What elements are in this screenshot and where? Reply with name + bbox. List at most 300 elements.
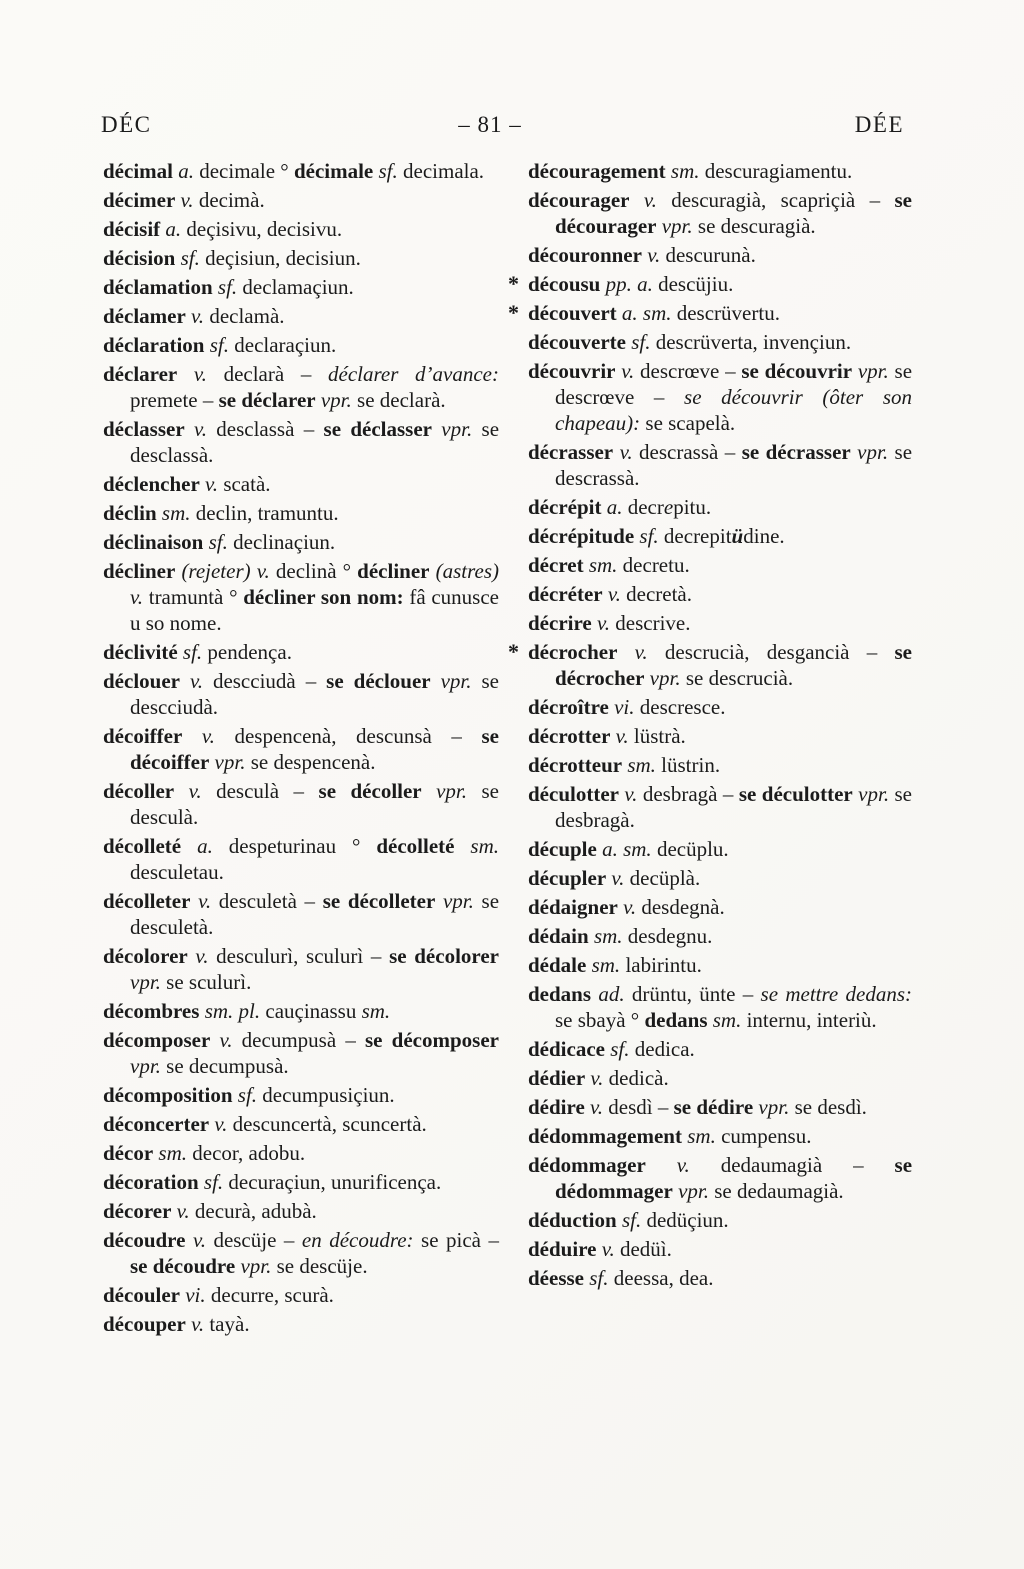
headword: dédommager xyxy=(528,1153,646,1177)
translation-text: internu, interiù. xyxy=(741,1008,877,1032)
translation-text: declarà – xyxy=(206,362,329,386)
translation-text: decüplu. xyxy=(651,837,729,861)
grammar-label: vpr. xyxy=(850,440,889,464)
dictionary-entry xyxy=(528,981,912,1033)
headword: déclencher xyxy=(103,472,200,496)
headword: décrépit xyxy=(528,495,602,519)
translation-text: se descüje. xyxy=(271,1254,368,1278)
grammar-label: sm. xyxy=(583,553,618,577)
translation-text: deçisivu, decisivu. xyxy=(181,217,343,241)
dictionary-entry xyxy=(103,416,499,468)
grammar-label: v. xyxy=(182,724,215,748)
headword: décupler xyxy=(528,866,607,890)
headword: dedans xyxy=(528,982,592,1006)
grammar-label: v. xyxy=(610,724,629,748)
grammar-label: sm. xyxy=(622,753,656,777)
dictionary-entry xyxy=(103,361,499,413)
dictionary-entry xyxy=(528,836,912,862)
grammar-label: a. xyxy=(160,217,182,241)
translation-text: descrive. xyxy=(610,611,691,635)
grammar-label: v. xyxy=(617,895,637,919)
translation-text: deçisiun, decisiun. xyxy=(199,246,361,270)
grammar-label: v. xyxy=(185,1228,206,1252)
dictionary-entry xyxy=(103,558,499,636)
grammar-label: v. xyxy=(606,866,625,890)
headword: décolorer xyxy=(103,944,188,968)
dictionary-entry xyxy=(528,494,912,520)
translation-text: se descrassà. xyxy=(555,440,913,490)
dictionary-entry xyxy=(103,158,499,184)
headword: décisif xyxy=(103,217,161,241)
grammar-label: v. xyxy=(585,1066,604,1090)
dictionary-entry xyxy=(528,694,912,720)
dictionary-entry xyxy=(528,1123,912,1149)
dictionary-entry xyxy=(103,943,499,995)
dictionary-entry xyxy=(103,1111,499,1137)
grammar-label: vpr. xyxy=(656,214,693,238)
translation-text: dedica. xyxy=(629,1037,695,1061)
headword: se déculotter xyxy=(738,782,853,806)
dictionary-entry xyxy=(528,1236,912,1262)
grammar-label: sf. xyxy=(232,1083,258,1107)
grammar-label: sf. xyxy=(175,246,200,270)
grammar-label: a. sm. xyxy=(616,301,672,325)
headword: déclin xyxy=(103,501,157,525)
translation-text: decretà. xyxy=(620,582,692,606)
headword: déclinaison xyxy=(103,530,204,554)
asterisk-mark: * xyxy=(508,639,519,664)
grammar-label: sm. pl. xyxy=(199,999,261,1023)
translation-text: decrepit xyxy=(658,524,732,548)
grammar-label: sf. xyxy=(604,1037,630,1061)
headword: dédommagement xyxy=(528,1124,682,1148)
asterisk-mark: * xyxy=(508,300,519,325)
grammar-label: v. xyxy=(175,188,194,212)
page-number: – 81 – xyxy=(458,112,522,137)
dictionary-entry xyxy=(103,778,499,830)
translation-text: declinà ° xyxy=(269,559,358,583)
translation-text: declamà. xyxy=(204,304,285,328)
translation-text: despeturinau ° xyxy=(212,834,377,858)
dictionary-entry xyxy=(528,752,912,778)
translation-text: se desclassà. xyxy=(130,417,500,467)
translation-text: descuncertà, scuncertà. xyxy=(227,1112,427,1136)
dictionary-entry xyxy=(528,1036,912,1062)
page-header xyxy=(0,112,1024,142)
headword: décomposer xyxy=(103,1028,211,1052)
headword: déclarer xyxy=(103,362,178,386)
headword: dédale xyxy=(528,953,587,977)
dictionary-entry xyxy=(103,1140,499,1166)
grammar-label: sf. xyxy=(373,159,398,183)
headword: se découvrir xyxy=(741,359,853,383)
dictionary-entry xyxy=(528,187,912,239)
dictionary-entry xyxy=(103,471,499,497)
grammar-label: v. xyxy=(190,889,212,913)
translation-text: decüplà. xyxy=(624,866,701,890)
grammar-label: v. xyxy=(596,1237,615,1261)
headword: décoiffer xyxy=(103,724,183,748)
translation-text: dedüçiun. xyxy=(641,1208,729,1232)
translation-text: desclassà – xyxy=(206,417,324,441)
headword: décolleté xyxy=(103,834,182,858)
dictionary-entry xyxy=(103,723,499,775)
translation-text: scatà. xyxy=(218,472,271,496)
dictionary-entry xyxy=(103,1082,499,1108)
headword: décret xyxy=(528,553,584,577)
dictionary-entry xyxy=(103,1198,499,1224)
grammar-label: sf. xyxy=(203,530,228,554)
translation-text: decor, adobu. xyxy=(187,1141,306,1165)
translation-text: se sbayà ° xyxy=(555,1008,645,1032)
guide-word-right: DÉE xyxy=(854,112,904,137)
grammar-label: sm. xyxy=(665,159,700,183)
headword: dédier xyxy=(528,1066,586,1090)
translation-text: premete – xyxy=(130,388,219,412)
dictionary-entry xyxy=(528,329,912,355)
headword: se décoiffer xyxy=(130,724,499,774)
dictionary-entry xyxy=(528,781,912,833)
grammar-label: sm. xyxy=(588,924,623,948)
grammar-label: v. xyxy=(185,304,205,328)
headword: décliner son nom: xyxy=(243,585,404,609)
headword: décoration xyxy=(103,1170,199,1194)
dictionary-entry xyxy=(103,888,499,940)
headword: déduire xyxy=(528,1237,597,1261)
translation-text: descuragiamentu. xyxy=(699,159,853,183)
translation-text: decurre, scurà. xyxy=(205,1283,334,1307)
headword: se décolleter xyxy=(322,889,436,913)
headword: déculotter xyxy=(528,782,619,806)
translation-text: se desbragà. xyxy=(555,782,912,832)
grammar-label: se découvrir (ôter son chapeau): xyxy=(555,385,912,435)
dictionary-entry xyxy=(103,1169,499,1195)
grammar-label: v. xyxy=(179,669,203,693)
headword: se décolorer xyxy=(389,944,499,968)
dictionary-entry xyxy=(528,1065,912,1091)
translation-text: descrassà – xyxy=(632,440,742,464)
translation-text: descresce. xyxy=(634,695,726,719)
grammar-label: sf. xyxy=(204,333,229,357)
translation-text: descurunà. xyxy=(660,243,756,267)
translation-text: desdì – xyxy=(603,1095,674,1119)
translation-text: decurà, adubà. xyxy=(189,1199,317,1223)
grammar-label: sf. xyxy=(625,330,651,354)
translation-text: decr xyxy=(622,495,664,519)
translation-text: declamaçiun. xyxy=(237,275,354,299)
grammar-label: en découdre: xyxy=(301,1228,414,1252)
translation-text: cauçinassu xyxy=(260,999,362,1023)
translation-text: cumpensu. xyxy=(715,1124,812,1148)
headword: se décoller xyxy=(318,779,422,803)
headword: découronner xyxy=(528,243,642,267)
headword: décréter xyxy=(528,582,603,606)
headword: décision xyxy=(103,246,176,270)
translation-text: lüstrà. xyxy=(628,724,686,748)
headword: décimer xyxy=(103,188,176,212)
grammar-label: vpr. xyxy=(753,1095,790,1119)
headword: décorer xyxy=(103,1199,172,1223)
grammar-label: v. xyxy=(209,1112,228,1136)
grammar-label: vpr. xyxy=(130,970,161,994)
grammar-label: a. xyxy=(172,159,194,183)
translation-text: descüje – xyxy=(205,1228,302,1252)
headword: dédire xyxy=(528,1095,585,1119)
headword: décrépitude xyxy=(528,524,635,548)
translation-text: se descuragià. xyxy=(692,214,816,238)
dictionary-entry xyxy=(103,1311,499,1337)
grammar-label: (rejeter) v. xyxy=(175,559,270,583)
asterisk-mark: * xyxy=(508,271,519,296)
translation-text: desculurì, sculurì – xyxy=(208,944,390,968)
grammar-label: vpr. xyxy=(672,1179,709,1203)
grammar-label: se mettre dedans: xyxy=(760,982,913,1006)
headword: décrasser xyxy=(528,440,614,464)
headword: se déclouer xyxy=(326,669,431,693)
grammar-label: sm. xyxy=(361,999,391,1023)
grammar-label: déclarer d’avance: xyxy=(328,362,499,386)
grammar-label: v. xyxy=(187,944,209,968)
headword: décolleter xyxy=(103,889,191,913)
dictionary-entry xyxy=(528,1152,912,1204)
translation-text: decuraçiun, unurificença. xyxy=(223,1170,442,1194)
translation-text: se desdì. xyxy=(789,1095,867,1119)
dictionary-entry xyxy=(103,1027,499,1079)
headword: déclivité xyxy=(103,640,178,664)
headword: dédain xyxy=(528,924,589,948)
translation-text: se descrœve – xyxy=(555,359,913,409)
headword: découverte xyxy=(528,330,626,354)
right-column xyxy=(508,158,913,1294)
dictionary-entry xyxy=(528,923,912,949)
dictionary-entry xyxy=(528,358,912,436)
dictionary-entry xyxy=(103,500,499,526)
headword: décourager xyxy=(528,188,630,212)
translation-text: tayà. xyxy=(204,1312,250,1336)
headword: déconcerter xyxy=(103,1112,210,1136)
dictionary-entry xyxy=(528,894,912,920)
headword: déclaration xyxy=(103,333,205,357)
grammar-label: v. xyxy=(602,582,621,606)
grammar-label: vpr. xyxy=(421,779,468,803)
translation-text: lüstrin. xyxy=(655,753,721,777)
headword: déclasser xyxy=(103,417,185,441)
headword: se déclasser xyxy=(323,417,432,441)
grammar-label: sm. xyxy=(586,953,621,977)
headword: décoller xyxy=(103,779,175,803)
grammar-label: v. xyxy=(184,417,207,441)
translation-text: declin, tramuntu. xyxy=(190,501,339,525)
dictionary-entry xyxy=(103,332,499,358)
translation-text: desdegnà. xyxy=(636,895,725,919)
grammar-label: vpr. xyxy=(430,669,472,693)
headword: se décourager xyxy=(555,188,912,238)
grammar-label: v. xyxy=(210,1028,233,1052)
dictionary-entry xyxy=(528,1265,912,1291)
dictionary-entry xyxy=(508,271,912,297)
translation-text: se sculurì. xyxy=(160,970,252,994)
translation-text: dedaumagià – xyxy=(689,1153,895,1177)
grammar-label: a. xyxy=(601,495,623,519)
headword: découper xyxy=(103,1312,186,1336)
headword: découler xyxy=(103,1283,180,1307)
grammar-label: vpr. xyxy=(431,417,473,441)
dictionary-entry xyxy=(528,242,912,268)
headword: décuple xyxy=(528,837,597,861)
translation-text: se dedaumagià. xyxy=(708,1179,844,1203)
dictionary-entry xyxy=(528,523,912,549)
translation-text: se descrucià. xyxy=(680,666,794,690)
translation-text: se picà – xyxy=(413,1228,499,1252)
dictionary-entry xyxy=(508,639,912,691)
grammar-label: vpr. xyxy=(644,666,681,690)
grammar-label: v. xyxy=(174,779,202,803)
headword: déclouer xyxy=(103,669,180,693)
translation-text: decimale xyxy=(193,159,281,183)
headword: décliner xyxy=(357,559,430,583)
headword: se décomposer xyxy=(365,1028,499,1052)
grammar-label: v. xyxy=(645,1153,690,1177)
grammar-label: vpr. xyxy=(852,359,889,383)
translation-text: ° xyxy=(280,159,294,183)
grammar-label: vpr. xyxy=(435,889,474,913)
dictionary-entry xyxy=(528,552,912,578)
dictionary-entry xyxy=(103,1282,499,1308)
grammar-label: sm. xyxy=(153,1141,187,1165)
translation-text: drüntu, ünte – xyxy=(624,982,761,1006)
translation-text: se decumpusà. xyxy=(160,1054,289,1078)
grammar-label: vpr. xyxy=(130,1054,161,1078)
headword: se découdre xyxy=(130,1254,236,1278)
translation-text: dedüì. xyxy=(614,1237,672,1261)
headword: décomposition xyxy=(103,1083,233,1107)
dictionary-entry xyxy=(528,1094,912,1120)
left-column xyxy=(103,158,499,1340)
headword: dédaigner xyxy=(528,895,618,919)
grammar-label: vpr. xyxy=(235,1254,272,1278)
grammar-label: sm. xyxy=(707,1008,742,1032)
grammar-label: v. xyxy=(613,440,633,464)
dictionary-entry xyxy=(528,723,912,749)
headword: déesse xyxy=(528,1266,584,1290)
headword: découdre xyxy=(103,1228,186,1252)
translation-text: descciudà – xyxy=(202,669,327,693)
dictionary-entry xyxy=(103,639,499,665)
translation-text: desculetau. xyxy=(130,860,224,884)
grammar-label: ad. xyxy=(591,982,625,1006)
headword: dédicace xyxy=(528,1037,605,1061)
translation-text: se declarà. xyxy=(351,388,446,412)
headword: se dédire xyxy=(673,1095,754,1119)
grammar-label: sm. xyxy=(156,501,191,525)
dictionary-entry xyxy=(103,303,499,329)
grammar-label: v. xyxy=(185,1312,205,1336)
headword: décrire xyxy=(528,611,592,635)
grammar-label: sf. xyxy=(634,524,659,548)
headword: déduction xyxy=(528,1208,617,1232)
translation-text: fâ cunusce u so nome. xyxy=(130,585,499,635)
translation-text: labirintu. xyxy=(620,953,702,977)
grammar-label: pp. a. xyxy=(600,272,653,296)
headword: découvert xyxy=(528,301,617,325)
translation-text: declinaçiun. xyxy=(227,530,336,554)
grammar-label: (astres) v. xyxy=(130,559,499,609)
headword: décombres xyxy=(103,999,200,1023)
grammar-label: e xyxy=(663,495,674,519)
translation-text: descüjiu. xyxy=(652,272,734,296)
headword: découragement xyxy=(528,159,666,183)
translation-text: decumpusà – xyxy=(232,1028,365,1052)
translation-text: descrœve – xyxy=(634,359,742,383)
dictionary-entry xyxy=(528,158,912,184)
translation-text: tramuntà ° xyxy=(143,585,244,609)
translation-text: deessa, dea. xyxy=(608,1266,714,1290)
translation-text: se descciudà. xyxy=(130,669,499,719)
grammar-label: v. xyxy=(629,188,657,212)
grammar-label: sf. xyxy=(616,1208,642,1232)
dictionary-entry xyxy=(103,274,499,300)
grammar-label: ü xyxy=(731,524,744,548)
headword: décousu xyxy=(528,272,601,296)
translation-text: descrüvertu. xyxy=(671,301,780,325)
headword: décimale xyxy=(293,159,374,183)
headword: décroître xyxy=(528,695,609,719)
grammar-label: v. xyxy=(615,359,635,383)
headword: décor xyxy=(103,1141,154,1165)
translation-text: despencenà, descunsà – xyxy=(214,724,482,748)
grammar-label: sf. xyxy=(198,1170,224,1194)
grammar-label: vpr. xyxy=(315,388,352,412)
headword: se dédommager xyxy=(555,1153,913,1203)
dictionary-entry xyxy=(103,187,499,213)
translation-text: dedicà. xyxy=(603,1066,669,1090)
dictionary-entry xyxy=(103,245,499,271)
grammar-label: v. xyxy=(591,611,611,635)
translation-text: descrüverta, invençiun. xyxy=(650,330,852,354)
dictionary-entry xyxy=(528,1207,912,1233)
translation-text: decimà. xyxy=(193,188,265,212)
grammar-label: v. xyxy=(177,362,207,386)
headword: décimal xyxy=(103,159,173,183)
guide-word-left: DÉC xyxy=(101,112,152,137)
grammar-label: vi. xyxy=(179,1283,206,1307)
translation-text: descuragià, scapriçià – xyxy=(656,188,895,212)
grammar-label: sf. xyxy=(584,1266,609,1290)
translation-text: descrucià, desgancià – xyxy=(647,640,895,664)
grammar-label: v. xyxy=(584,1095,604,1119)
dictionary-entry xyxy=(103,529,499,555)
dictionary-entry xyxy=(528,952,912,978)
headword: décolleté xyxy=(376,834,455,858)
grammar-label: a. xyxy=(181,834,213,858)
translation-text: desculetà – xyxy=(211,889,323,913)
headword: décrotter xyxy=(528,724,611,748)
dictionary-entry xyxy=(508,300,912,326)
translation-text: se desculà. xyxy=(130,779,499,829)
grammar-label: vpr. xyxy=(852,782,890,806)
dictionary-entry xyxy=(528,581,912,607)
headword: décrocher xyxy=(528,640,618,664)
translation-text: declaraçiun. xyxy=(229,333,337,357)
grammar-label: vi. xyxy=(608,695,635,719)
translation-text: pitu. xyxy=(673,495,712,519)
translation-text: desdegnu. xyxy=(622,924,713,948)
dictionary-entry xyxy=(103,216,499,242)
translation-text: desbragà – xyxy=(637,782,739,806)
grammar-label: v. xyxy=(641,243,661,267)
translation-text: se despencenà. xyxy=(245,750,376,774)
grammar-label: a. sm. xyxy=(596,837,652,861)
